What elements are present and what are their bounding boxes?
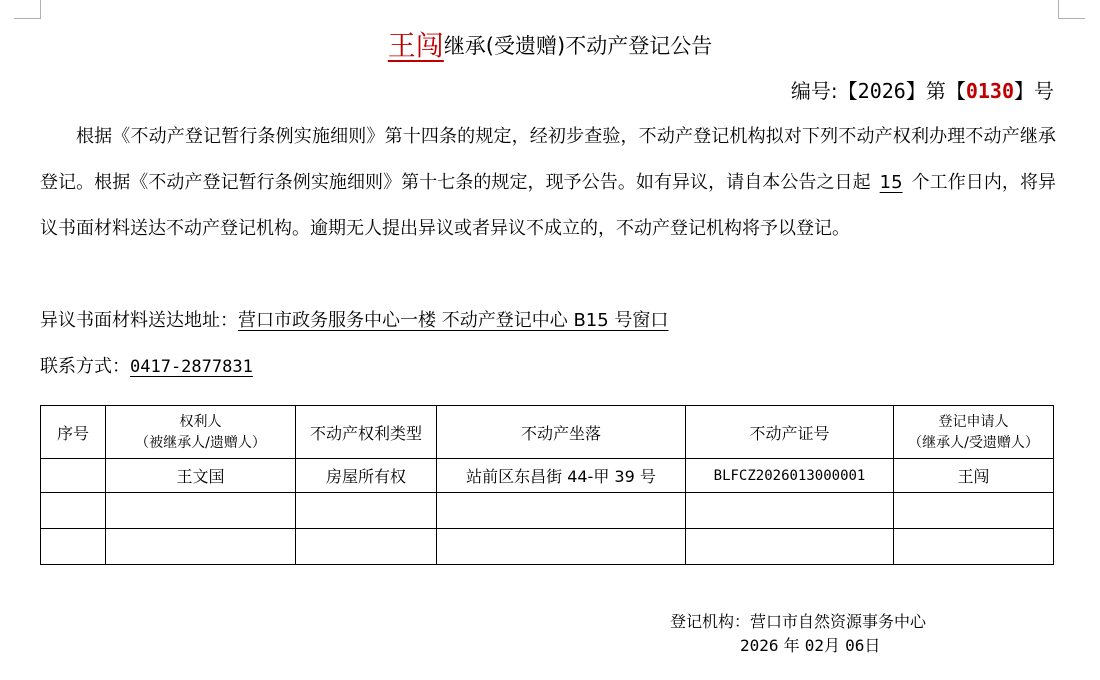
cell-cert-no bbox=[686, 529, 894, 565]
registration-table bbox=[40, 405, 1054, 565]
cell-cert-no: BLFCZ2026013000001 bbox=[686, 459, 894, 493]
header-seq: 序号 bbox=[41, 406, 106, 459]
cell-applicant bbox=[894, 529, 1054, 565]
date-year-unit: 年 bbox=[783, 636, 800, 655]
body-part-1: 根据《不动产登记暂行条例实施细则》第十四条的规定，经初步查验，不动产登记机构拟对下列不动产权利办理不动产继承登记。根据《不动产登记暂行条例实施细则》第十七条的规定，现予公告。如有异议，请自本公告之日起 bbox=[40, 126, 1056, 193]
cell-seq bbox=[41, 459, 106, 493]
contact-label: 联系方式： bbox=[40, 356, 130, 377]
cell-cert-no bbox=[686, 493, 894, 529]
doc-number-mid: 】第【 bbox=[905, 79, 966, 103]
authority-label: 登记机构： bbox=[670, 612, 751, 631]
document-number bbox=[791, 76, 1054, 106]
doc-number-prefix: 编号:【 bbox=[790, 79, 858, 103]
notice-body bbox=[40, 114, 1056, 252]
header-holder-main: 权利人 bbox=[179, 414, 222, 430]
announcement-date bbox=[740, 634, 880, 658]
cell-seq bbox=[41, 529, 106, 565]
crop-mark-top-left bbox=[14, 0, 41, 19]
crop-mark-top-right bbox=[1058, 0, 1085, 19]
objection-address-line bbox=[40, 306, 668, 336]
cell-location: 站前区东昌街 44-甲 39 号 bbox=[437, 459, 686, 493]
objection-address-value: 营口市政务服务中心一楼 不动产登记中心 B15 号窗口 bbox=[238, 310, 669, 331]
title-text: 继承(受遗赠)不动产登记公告 bbox=[443, 34, 713, 58]
cell-right-type bbox=[296, 493, 437, 529]
cell-location bbox=[437, 493, 686, 529]
header-applicant-main: 登记申请人 bbox=[938, 414, 1009, 430]
cell-holder bbox=[106, 493, 296, 529]
table-row bbox=[41, 529, 1054, 565]
cell-holder bbox=[106, 529, 296, 565]
header-location: 不动产坐落 bbox=[437, 406, 686, 459]
cell-right-type: 房屋所有权 bbox=[296, 459, 437, 493]
cell-applicant bbox=[894, 493, 1054, 529]
header-right-type: 不动产权利类型 bbox=[296, 406, 437, 459]
date-day-unit: 日 bbox=[864, 636, 881, 655]
doc-number-suffix: 】号 bbox=[1014, 79, 1054, 103]
date-month-unit: 月 bbox=[824, 636, 841, 655]
cell-holder: 王文国 bbox=[106, 459, 296, 493]
header-applicant bbox=[894, 406, 1054, 459]
date-month: 02 bbox=[804, 636, 824, 655]
objection-address-label: 异议书面材料送达地址： bbox=[40, 310, 238, 331]
header-cert-no: 不动产证号 bbox=[686, 406, 894, 459]
table-row bbox=[41, 493, 1054, 529]
doc-number-value: 0130 bbox=[965, 79, 1014, 103]
table-header-row bbox=[41, 406, 1054, 459]
contact-phone: 0417-2877831 bbox=[130, 357, 253, 377]
cell-right-type bbox=[296, 529, 437, 565]
title-applicant-name: 王闯 bbox=[387, 29, 444, 62]
cell-location bbox=[437, 529, 686, 565]
header-holder bbox=[106, 406, 296, 459]
objection-days: 15 bbox=[879, 172, 903, 193]
table-row bbox=[41, 459, 1054, 493]
notice-title bbox=[0, 26, 1100, 66]
header-holder-sub: （被继承人/遗赠人） bbox=[135, 435, 266, 451]
contact-line bbox=[40, 352, 261, 382]
header-applicant-sub: （继承人/受遗赠人） bbox=[908, 435, 1039, 451]
doc-number-year: 2026 bbox=[857, 79, 906, 103]
authority-name: 营口市自然资源事务中心 bbox=[750, 612, 927, 631]
date-year: 2026 bbox=[740, 636, 779, 655]
cell-applicant: 王闯 bbox=[894, 459, 1054, 493]
registration-authority bbox=[670, 610, 926, 634]
body-part-2: 个工作日内，将异议书面材料送达不动产登记机构。逾期无人提出异议或者异议不成立的，不动产登记机构将予以登记。 bbox=[40, 172, 1057, 239]
date-day: 06 bbox=[845, 636, 865, 655]
cell-seq bbox=[41, 493, 106, 529]
